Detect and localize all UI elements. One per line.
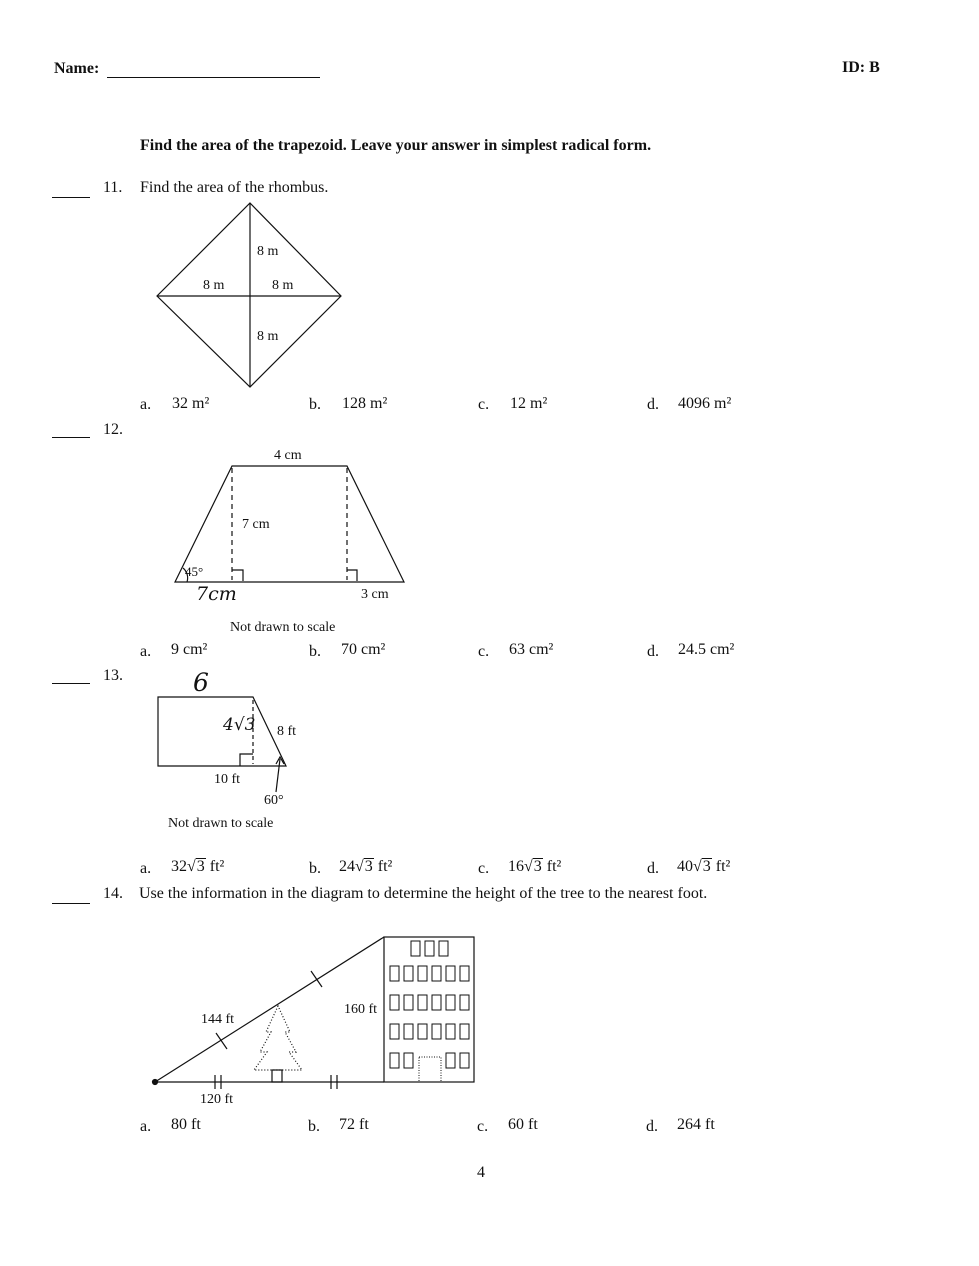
trapezoid-label-height: 7 cm	[242, 517, 270, 532]
q13-choice-c-letter: c.	[478, 860, 490, 877]
fig13-note: Not drawn to scale	[168, 816, 274, 831]
q13-choice-d[interactable]: 40√3 ft²	[677, 858, 731, 875]
trapezoid-label-bottom-right: 3 cm	[361, 587, 389, 602]
rhombus-label-right: 8 m	[272, 278, 294, 293]
q13-choice-a[interactable]: 32√3 ft²	[171, 858, 225, 875]
q12-choice-d-letter: d.	[647, 643, 659, 660]
q13-choice-b[interactable]: 24√3 ft²	[339, 858, 393, 875]
q14-choice-d[interactable]: 264 ft	[677, 1116, 715, 1133]
q11-choice-c-letter: c.	[478, 396, 490, 413]
q11-choice-d-letter: d.	[647, 396, 659, 413]
q12-choice-a[interactable]: 9 cm²	[171, 641, 208, 658]
q12-choice-b[interactable]: 70 cm²	[341, 641, 386, 658]
answer-blank-12[interactable]	[52, 437, 90, 438]
trapezoid-note: Not drawn to scale	[230, 620, 336, 635]
q14-choice-c-letter: c.	[477, 1118, 489, 1135]
q12-choice-c-letter: c.	[478, 643, 490, 660]
question-number-13: 13.	[103, 667, 123, 684]
q13-choice-a-letter: a.	[140, 860, 152, 877]
q11-choice-b[interactable]: 128 m²	[342, 395, 388, 412]
q14-choice-a[interactable]: 80 ft	[171, 1116, 201, 1133]
question-number-11: 11.	[103, 179, 123, 196]
trapezoid-handwritten-label: 7cm	[196, 583, 237, 605]
q11-choice-d[interactable]: 4096 m²	[678, 395, 732, 412]
question-prompt-11: Find the area of the rhombus.	[140, 179, 329, 196]
fig14-label-hyp: 144 ft	[201, 1012, 235, 1027]
q13-choice-b-letter: b.	[309, 860, 321, 877]
answer-blank-13[interactable]	[52, 683, 90, 684]
fig13-handwritten-top: 6	[193, 668, 209, 697]
q14-choice-a-letter: a.	[140, 1118, 152, 1135]
q14-choice-b-letter: b.	[308, 1118, 320, 1135]
q14-choice-b[interactable]: 72 ft	[339, 1116, 369, 1133]
id-label: ID: B	[842, 59, 880, 76]
fig13-label-bottom: 10 ft	[214, 772, 241, 787]
q12-choice-d[interactable]: 24.5 cm²	[678, 641, 735, 658]
q12-choice-c[interactable]: 63 cm²	[509, 641, 554, 658]
rhombus-label-left: 8 m	[203, 278, 225, 293]
fig13-label-slant: 8 ft	[277, 724, 297, 739]
rhombus-label-top: 8 m	[257, 244, 279, 259]
question-number-14: 14.	[103, 885, 123, 902]
q11-choice-b-letter: b.	[309, 396, 321, 413]
instruction: Find the area of the trapezoid. Leave your answer in simplest radical form.	[140, 137, 652, 154]
fig14-label-building: 160 ft	[344, 1002, 378, 1017]
trapezoid-label-top: 4 cm	[274, 448, 302, 463]
fig13-handwritten-height: 4√3	[223, 715, 256, 735]
fig14-label-base: 120 ft	[200, 1092, 234, 1107]
q11-choice-a[interactable]: 32 m²	[172, 395, 210, 412]
trapezoid-figure	[175, 466, 404, 582]
fig13-label-angle: 60°	[264, 793, 284, 808]
q14-choice-c[interactable]: 60 ft	[508, 1116, 538, 1133]
answer-blank-14[interactable]	[52, 903, 90, 904]
trapezoid-label-angle: 45°	[185, 564, 204, 579]
q13-choice-c[interactable]: 16√3 ft²	[508, 858, 562, 875]
q12-choice-a-letter: a.	[140, 643, 152, 660]
rhombus-label-bottom: 8 m	[257, 329, 279, 344]
page-number: 4	[477, 1164, 485, 1181]
q12-choice-b-letter: b.	[309, 643, 321, 660]
name-label: Name:	[54, 60, 100, 77]
question-number-12: 12.	[103, 421, 123, 438]
q14-choice-d-letter: d.	[646, 1118, 658, 1135]
q11-choice-a-letter: a.	[140, 396, 152, 413]
rhombus-figure	[157, 203, 341, 387]
q11-choice-c[interactable]: 12 m²	[510, 395, 548, 412]
question-prompt-14: Use the information in the diagram to determine the height of the tree to the nearest foot.	[139, 885, 708, 902]
q13-choice-d-letter: d.	[647, 860, 659, 877]
